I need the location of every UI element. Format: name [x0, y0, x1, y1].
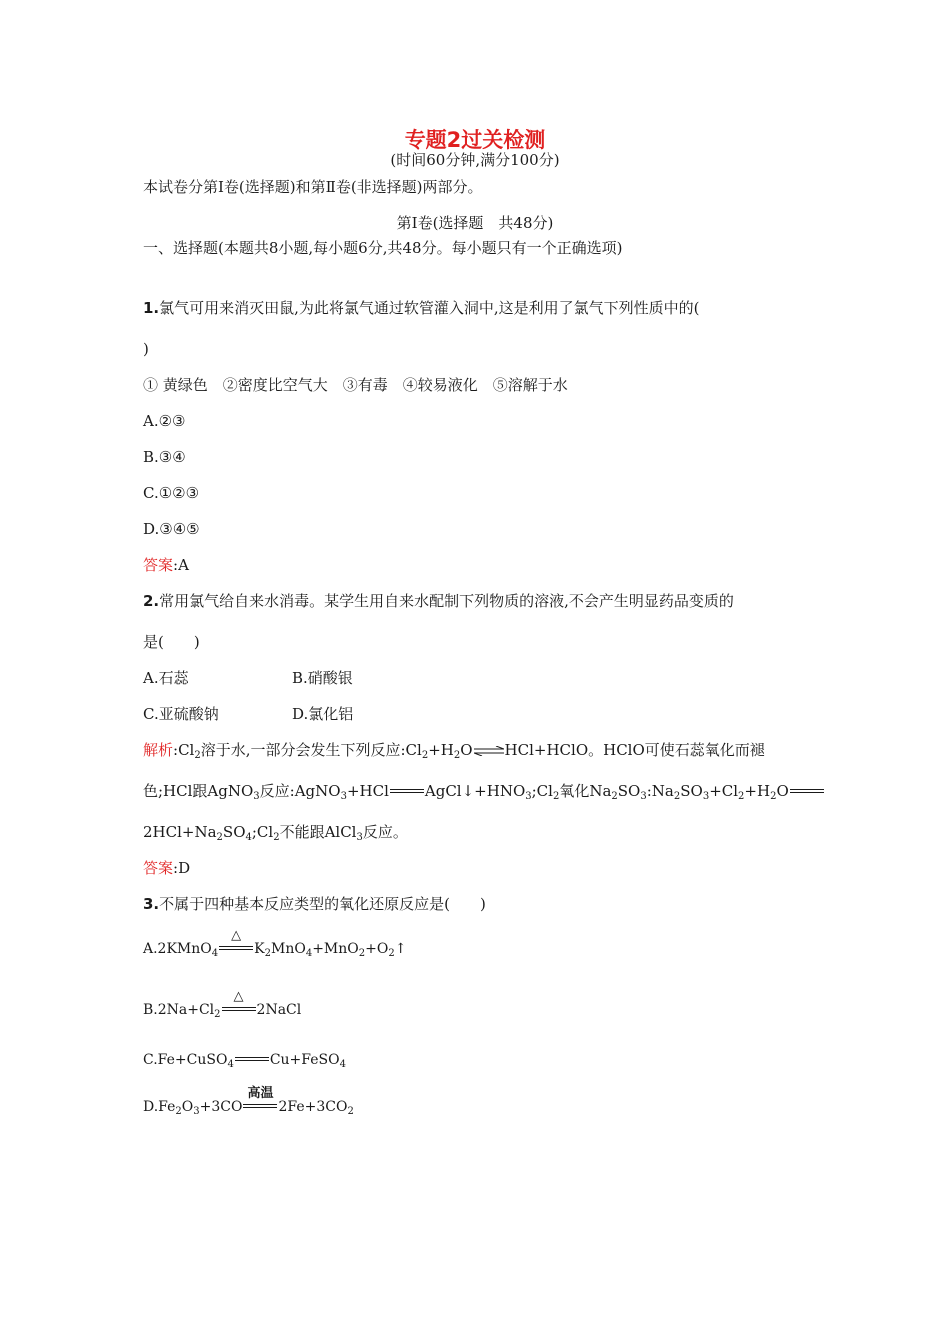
stem-text: 氯气可用来消灭田鼠,为此将氯气通过软管灌入洞中,这是利用了氯气下列性质中的( — [159, 299, 700, 317]
question-1-option-b: B.③④ — [143, 448, 186, 466]
answer-value: :A — [173, 556, 189, 574]
question-2-analysis-line-2: 色;HCl跟AgNO$_3$反应:AgNO$_3$+HCl $AgCl↓+HNO_3;Cl_2$氧化$Na_2SO_3:Na_2SO_3+Cl_2+H_2O$ — [143, 781, 825, 801]
answer-label: 答案 — [143, 556, 174, 574]
equals-sign — [235, 1055, 269, 1065]
question-3-option-a: A.2KMnO$_4$ △ $K_2MnO_4+MnO_2+O_2↑$ — [143, 928, 407, 959]
question-1-option-c: C.①②③ — [143, 484, 200, 502]
exam-intro: 本试卷分第Ⅰ卷(选择题)和第Ⅱ卷(非选择题)两部分。 — [143, 178, 483, 196]
question-3-stem — [143, 894, 486, 914]
reversible-arrow — [474, 746, 504, 756]
equals-sign-high-temp: 高温 — [243, 1102, 277, 1112]
question-number: 2. — [143, 592, 160, 610]
answer-value: :D — [173, 859, 191, 877]
question-2-options-row-1 — [143, 668, 189, 688]
question-2-answer — [143, 858, 190, 878]
answer-label: 答案 — [143, 859, 174, 877]
question-2-stem-end: 是( ) — [143, 633, 200, 651]
stem-text: 常用氯气给自来水消毒。某学生用自来水配制下列物质的溶液,不会产生明显药品变质的 — [159, 592, 734, 610]
page-title: 专题2过关检测 — [404, 128, 546, 152]
question-3-option-d: $D.Fe_2O_3+3CO$ 高温 $2Fe+3CO_2$ — [143, 1086, 354, 1117]
question-number: 1. — [143, 299, 160, 317]
part-one-heading: 第Ⅰ卷(选择题 共48分) — [396, 214, 554, 232]
question-1-properties: ① 黄绿色 ②密度比空气大 ③有毒 ④较易液化 ⑤溶解于水 — [143, 376, 568, 394]
question-2-analysis-line-1: 解析$:Cl_2$溶于水,一部分会发生下列反应$:Cl_2+H_2O$ HCl+HClO。HClO可使石蕊氧化而褪 — [143, 741, 765, 761]
question-1-answer — [143, 555, 189, 575]
analysis-label: 解析 — [143, 741, 174, 759]
stem-text: 不属于四种基本反应类型的氧化还原反应是( ) — [159, 895, 486, 913]
question-number: 3. — [143, 895, 160, 913]
question-2-stem — [143, 591, 734, 611]
question-1-stem — [143, 298, 700, 318]
question-2-option-a: A.石蕊 — [143, 669, 189, 687]
exam-subtitle: (时间60分钟,满分100分) — [390, 151, 560, 169]
question-3-option-b: $B.2Na+Cl_2$ △ 2NaCl — [143, 989, 302, 1020]
section-one-heading: 一、选择题(本题共8小题,每小题6分,共48分。每小题只有一个正确选项) — [143, 239, 623, 257]
question-2-option-d: D.氯化铝 — [292, 705, 354, 723]
question-3-option-c: C.Fe+CuSO$_4$ Cu+FeSO$_4$ — [143, 1052, 346, 1070]
equals-sign-heat: △ — [222, 1005, 256, 1015]
question-1-option-d: D.③④⑤ — [143, 520, 200, 538]
equals-sign — [390, 787, 424, 797]
equals-sign-heat: △ — [219, 944, 253, 954]
question-1-option-a: A.②③ — [143, 412, 186, 430]
equals-sign — [790, 787, 824, 797]
question-2-option-b: B.硝酸银 — [292, 669, 353, 687]
question-2-analysis-line-3: $2HCl+Na_2SO_4;Cl_2$不能跟AlCl$_3$反应。 — [143, 823, 408, 843]
question-1-stem-end: ) — [143, 340, 149, 358]
question-2-option-c: C.亚硫酸钠 — [143, 705, 219, 723]
